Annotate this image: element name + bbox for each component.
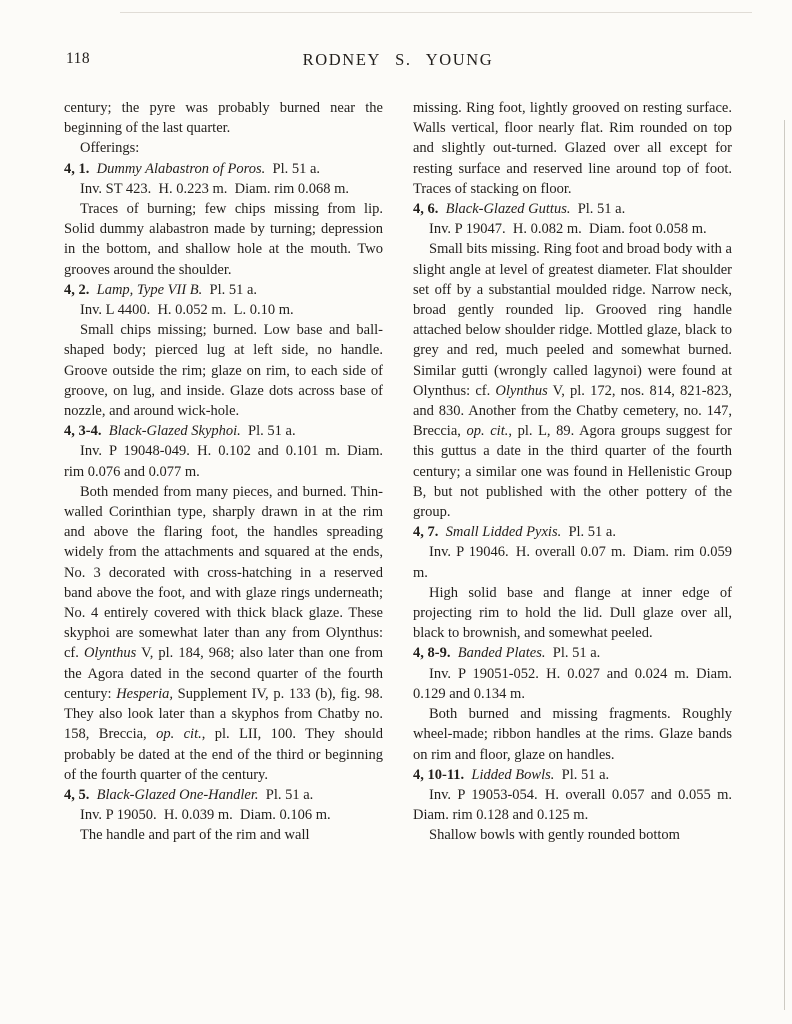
plate-reference: Pl. 51 a. <box>552 645 601 662</box>
running-head: RODNEY S. YOUNG <box>302 50 494 69</box>
italic-citation: op. cit. <box>466 423 509 440</box>
entry-heading <box>413 643 732 663</box>
paragraph: High solid base and flange at inner edge of projecting rim to hold the lid. Dull glaze over all, black to brownish, and somewhat peeled. <box>413 584 732 642</box>
entry-number: 4, 6. <box>413 201 446 218</box>
entry-title: Dummy Alabastron of Poros. <box>96 160 273 177</box>
inventory-line: Inv. P 19050. H. 0.039 m. Diam. 0.106 m. <box>80 807 331 824</box>
entry-title: Black-Glazed One-Handler. <box>96 786 266 803</box>
plate-reference: Pl. 51 a. <box>265 786 314 803</box>
paragraph: Both mended from many pieces, and burned. Thin-walled Corinthian type, sharply drawn in at the rim and above the flaring foot, the handles spreading widely from the attachments and squared at the ends, No. 3 decorated with cross-hatching in a reserved band above the foot, and with glaze rings underneath; No. 4 entirely covered with thick black glaze. These skyphoi are somewhat later than any from Olynthus: cf. Olynthus V, pl. 184, 968; also later than one from the Agora dated in the second quarter of the fourth century: Hesperia, Supplement IV, p. 133 (b), fig. 98. They also look later than a skyphos from Chatby no. 158, Breccia, op. cit., pl. LII, 100. They should probably be dated at the end of the third or beginning of the fourth quarter of the century. <box>64 483 384 783</box>
text-columns <box>64 98 732 846</box>
paragraph: Small bits missing. Ring foot and broad body with a slight angle at level of greatest diameter. Flat shoulder set off by a substantial moulded ridge. Narrow neck, broad gently rounded lip. Grooved ring handle attached below shoulder ridge. Mottled glaze, black to grey and red, much peeled and somewhat burned. Similar gutti (wrongly called lagynoi) were found at Olynthus: cf. Olynthus V, pl. 172, nos. 814, 821-823, and 830. Another from the Chatby cemetery, no. 147, Breccia, op. cit., pl. L, 89. Agora groups suggest for this guttus a date in the third quarter of the fourth century; a similar one was found in Hellenistic Group B, but not published with the other pottery of the group. <box>413 241 732 521</box>
continuation-paragraph: missing. Ring foot, lightly grooved on resting surface. Walls vertical, floor nearly flat. Rim rounded on top and slightly out-turned. Glazed over all except for resting surface and reserved line around top of foot. Traces of stacking on floor. <box>413 100 732 197</box>
paragraph: Both burned and missing fragments. Roughly wheel-made; ribbon handles at the rims. Glaze bands on rim and floor, glaze on handles. <box>413 706 732 763</box>
scan-artifact-right <box>784 120 785 1010</box>
entry-number: 4, 2. <box>64 281 97 298</box>
inventory-line: Inv. P 19046. H. overall 0.07 m. Diam. rim 0.059 m. <box>413 544 732 581</box>
right-column <box>413 98 732 846</box>
plate-reference: Pl. 51 a. <box>561 766 610 783</box>
inventory-line: Inv. P 19047. H. 0.082 m. Diam. foot 0.058 m. <box>429 221 707 238</box>
paragraph: Traces of burning; few chips missing from lip. Solid dummy alabastron made by turning; depression in the bottom, and shallow hole at the mouth. Two grooves around the shoulder. <box>64 201 383 278</box>
entry-title: Black-Glazed Guttus. <box>445 201 578 218</box>
entry-number: 4, 1. <box>64 160 97 177</box>
plate-reference: Pl. 51 a. <box>568 524 616 541</box>
italic-citation: Olynthus <box>495 382 548 399</box>
plate-reference: Pl. 51 a. <box>577 201 626 218</box>
entry-number: 4, 8-9. <box>413 645 458 662</box>
entry-heading <box>64 159 383 179</box>
plate-reference: Pl. 51 a. <box>248 423 296 440</box>
page-number: 118 <box>66 50 91 67</box>
inventory-line: Inv. L 4400. H. 0.052 m. L. 0.10 m. <box>80 302 294 319</box>
entry-heading <box>64 785 383 805</box>
paragraph: The handle and part of the rim and wall <box>80 827 310 844</box>
entry-title: Lamp, Type VII B. <box>96 281 210 298</box>
inventory-line: Inv. P 19051-052. H. 0.027 and 0.024 m. Diam. 0.129 and 0.134 m. <box>413 665 732 702</box>
italic-citation: Hesperia, <box>116 685 173 702</box>
inventory-line: Inv. P 19048-049. H. 0.102 and 0.101 m. Diam. rim 0.076 and 0.077 m. <box>64 443 383 480</box>
entry-heading <box>413 522 732 542</box>
left-column <box>64 98 383 846</box>
entry-heading <box>413 199 732 219</box>
entry-title: Banded Plates. <box>457 645 553 662</box>
plate-reference: Pl. 51 a. <box>209 281 258 298</box>
entry-title: Small Lidded Pyxis. <box>445 524 569 541</box>
paragraph: Small chips missing; burned. Low base and ball-shaped body; pierced lug at left side, no handle. Groove outside the rim; glaze on rim, to each side of groove, on lug, and inside. Glaze dots across base of nozzle, and around wick-hole. <box>64 322 383 420</box>
entry-title: Lidded Bowls. <box>471 766 562 783</box>
entry-number: 4, 7. <box>413 524 446 541</box>
entry-heading <box>64 280 383 300</box>
entry-number: 4, 3-4. <box>64 423 109 440</box>
inventory-line: Inv. P 19053-054. H. overall 0.057 and 0.055 m. Diam. rim 0.128 and 0.125 m. <box>413 786 732 824</box>
entry-number: 4, 5. <box>64 786 97 803</box>
plate-reference: Pl. 51 a. <box>272 160 321 177</box>
entry-heading <box>64 421 383 441</box>
paragraph: Offerings: <box>80 140 140 157</box>
paragraph: Shallow bowls with gently rounded bottom <box>429 827 680 844</box>
inventory-line: Inv. ST 423. H. 0.223 m. Diam. rim 0.068 m. <box>80 180 350 197</box>
entry-heading <box>413 765 732 785</box>
entry-number: 4, 10-11. <box>413 766 472 783</box>
italic-citation: op. cit. <box>156 726 202 743</box>
page-header <box>64 50 732 72</box>
continuation-paragraph: century; the pyre was probably burned near the beginning of the last quarter. <box>64 100 383 137</box>
scan-artifact-top <box>120 12 752 13</box>
entry-title: Black-Glazed Skyphoi. <box>108 423 249 440</box>
italic-citation: Olynthus <box>83 645 137 662</box>
